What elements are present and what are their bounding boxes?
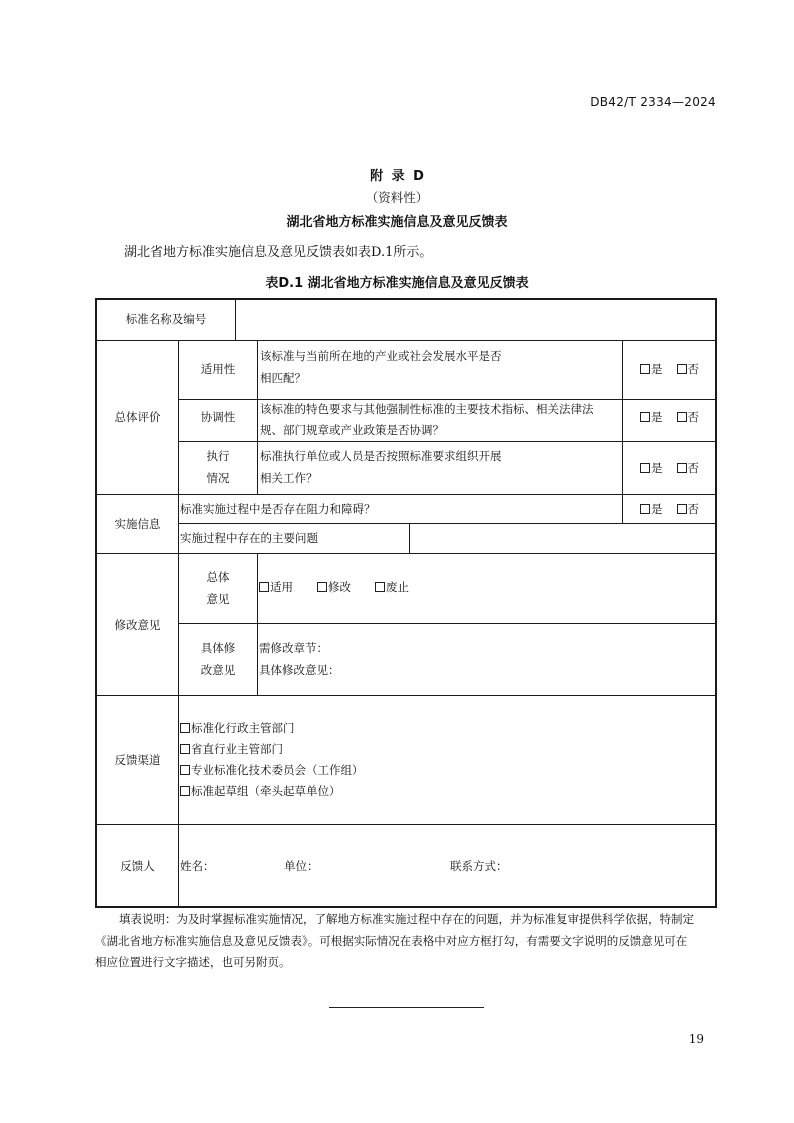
- note-line: 相应位置进行文字描述，也可另附页。: [95, 955, 291, 969]
- obstacle-choices: [640, 498, 713, 520]
- contact-field-label: 联系方式：: [450, 859, 508, 873]
- main-problems-field[interactable]: [411, 525, 713, 552]
- row-divider: [178, 623, 717, 624]
- checkbox[interactable]: [180, 786, 190, 796]
- channel-option[interactable]: [180, 759, 364, 781]
- no-option[interactable]: [677, 406, 700, 428]
- no-label: 否: [687, 410, 699, 424]
- channel-label: 反馈渠道: [114, 753, 161, 767]
- checkbox[interactable]: [375, 582, 385, 592]
- checkbox[interactable]: [180, 723, 190, 733]
- yes-label: 是: [651, 502, 663, 516]
- person-label: 反馈人: [120, 859, 155, 873]
- standard-name-field[interactable]: [237, 302, 713, 338]
- main-problems-label: 实施过程中存在的主要问题: [180, 531, 318, 545]
- checkbox[interactable]: [640, 364, 650, 374]
- overall-eval-label: 总体评价: [114, 410, 161, 424]
- revision-label: 修改意见: [114, 618, 161, 632]
- row-divider: [95, 340, 717, 341]
- option-apply[interactable]: [259, 576, 293, 598]
- table-border-top: [95, 298, 717, 300]
- checkbox[interactable]: [259, 582, 269, 592]
- feedback-form-table: [95, 298, 717, 908]
- coordination-question-line2: 规、部门规章或产业政策是否协调？: [260, 423, 444, 437]
- option-label: 适用: [270, 580, 293, 594]
- channel-option-label: 专业标准化技术委员会（工作组）: [191, 763, 364, 777]
- row-divider: [95, 553, 717, 554]
- no-label: 否: [687, 461, 699, 475]
- appendix-heading: 湖北省地方标准实施信息及意见反馈表: [286, 215, 508, 230]
- row-divider: [95, 695, 717, 696]
- obstacle-question: 标准实施过程中是否存在阻力和障碍？: [180, 502, 376, 516]
- name-field-label: 姓名：: [180, 859, 215, 873]
- coordination-choices: [640, 406, 713, 428]
- col-divider: [409, 523, 410, 553]
- overall-opinion-label-line1: 总体: [206, 570, 230, 584]
- yes-label: 是: [651, 461, 663, 475]
- coordination-question-line1: 该标准的特色要求与其他强制性标准的主要技术指标、相关法律法: [260, 402, 594, 416]
- row-divider: [95, 494, 717, 495]
- table-border-bottom: [95, 906, 717, 908]
- standard-name-label: 标准名称及编号: [125, 312, 207, 326]
- end-rule: [329, 1007, 484, 1008]
- row-divider: [178, 523, 717, 524]
- yes-label: 是: [651, 410, 663, 424]
- channel-option-label: 标准化行政主管部门: [191, 721, 295, 735]
- checkbox[interactable]: [317, 582, 327, 592]
- specific-opinion-field-label: 具体修改意见：: [259, 663, 340, 677]
- col-divider: [257, 553, 258, 695]
- execution-question-line2: 相关工作？: [260, 471, 318, 485]
- row-divider: [178, 441, 717, 442]
- table-border-left: [95, 298, 97, 908]
- applicability-choices: [640, 358, 713, 380]
- checkbox[interactable]: [677, 463, 687, 473]
- unit-field-label: 单位：: [284, 859, 319, 873]
- row-divider: [95, 824, 717, 825]
- applicability-question-line2: 相匹配？: [260, 371, 306, 385]
- option-label: 废止: [386, 580, 409, 594]
- specific-opinion-label-line1: 具体修: [200, 641, 236, 655]
- execution-question-line1: 标准执行单位或人员是否按照标准要求组织开展: [260, 449, 502, 463]
- no-label: 否: [687, 502, 699, 516]
- fill-instructions: [95, 909, 720, 974]
- channel-option-label: 省直行业主管部门: [191, 742, 283, 756]
- no-option[interactable]: [677, 457, 700, 479]
- yes-option[interactable]: [640, 358, 663, 380]
- applicability-question-line1: 该标准与当前所在地的产业或社会发展水平是否: [260, 349, 502, 363]
- channel-option[interactable]: [180, 717, 295, 739]
- table-caption: 表D.1 湖北省地方标准实施信息及意见反馈表: [265, 276, 529, 291]
- note-line: 填表说明：为及时掌握标准实施情况，了解地方标准实施过程中存在的问题，并为标准复审提供科学依据，特制定: [119, 912, 694, 926]
- checkbox[interactable]: [180, 765, 190, 775]
- document-code: DB42/T 2334—2024: [590, 95, 716, 109]
- channel-option[interactable]: [180, 780, 341, 802]
- checkbox[interactable]: [640, 412, 650, 422]
- checkbox[interactable]: [677, 364, 687, 374]
- intro-paragraph: 湖北省地方标准实施信息及意见反馈表如表D.1所示。: [124, 245, 433, 260]
- execution-label-line1: 执行: [206, 449, 230, 463]
- no-option[interactable]: [677, 498, 700, 520]
- implementation-label: 实施信息: [114, 517, 161, 531]
- col-divider: [622, 340, 623, 523]
- col-divider: [235, 298, 236, 340]
- yes-option[interactable]: [640, 457, 663, 479]
- table-border-right: [715, 298, 717, 908]
- channel-option[interactable]: [180, 738, 283, 760]
- chapter-field-label: 需修改章节：: [259, 641, 328, 655]
- option-abolish[interactable]: [375, 576, 409, 598]
- appendix-title: 附 录 D: [370, 169, 424, 184]
- overall-opinion-choices: [259, 576, 423, 598]
- checkbox[interactable]: [677, 504, 687, 514]
- note-line: 《湖北省地方标准实施信息及意见反馈表》。可根据实际情况在表格中对应方框打勾，有需要文字说明的反馈意见可在: [95, 933, 688, 948]
- execution-label-line2: 情况: [206, 471, 230, 485]
- checkbox[interactable]: [640, 504, 650, 514]
- yes-option[interactable]: [640, 406, 663, 428]
- no-label: 否: [687, 362, 699, 376]
- no-option[interactable]: [677, 358, 700, 380]
- option-label: 修改: [328, 580, 351, 594]
- specific-opinion-label-line2: 改意见: [200, 663, 236, 677]
- applicability-label: 适用性: [200, 362, 236, 376]
- option-modify[interactable]: [317, 576, 351, 598]
- channel-option-label: 标准起草组（牵头起草单位）: [191, 784, 341, 798]
- checkbox[interactable]: [640, 463, 650, 473]
- coordination-label: 协调性: [200, 410, 236, 424]
- page-number: 19: [688, 1032, 704, 1046]
- yes-option[interactable]: [640, 498, 663, 520]
- col-divider: [257, 340, 258, 494]
- yes-label: 是: [651, 362, 663, 376]
- overall-opinion-label-line2: 意见: [206, 592, 230, 606]
- checkbox[interactable]: [180, 744, 190, 754]
- checkbox[interactable]: [677, 412, 687, 422]
- execution-choices: [640, 457, 713, 479]
- appendix-subtitle: （资料性）: [365, 190, 429, 205]
